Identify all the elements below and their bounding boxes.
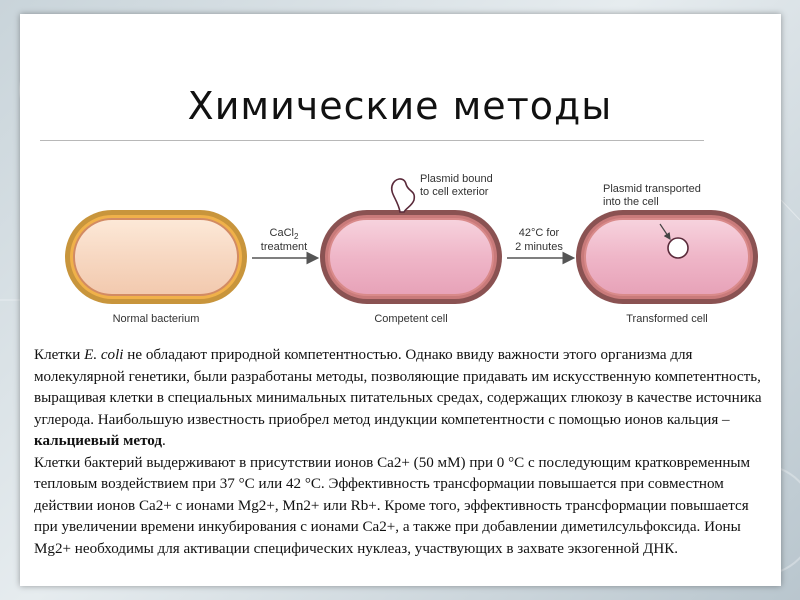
step2-line2: 2 minutes (515, 241, 563, 253)
annotation-transported-line1: Plasmid transported (603, 183, 701, 195)
paragraph-1 (34, 345, 764, 453)
method-name: кальциевый метод (34, 433, 163, 449)
paragraph-2: Клетки бактерий выдерживают в присутствии ионов Ca2+ (50 мМ) при 0 °C с последующим кратковременным тепловым воздействием при 37 °C или 42 °C. Эффективность трансформации повышается при совместном действии ионов Ca2+ с ионами Mg2+, Mn2+ или Rb+. Кроме того, эффективность трансформации повышается при увеличении времени инкубирования с ионами Ca2+, а также при добавлении диметилсульфоксида. Ионы Mg2+ необходимы для активации специфических нуклеаз, участвующих в захвате экзогенной ДНК. (34, 454, 751, 557)
text-run: . (162, 433, 166, 449)
plasmid-bound-icon (392, 179, 415, 212)
cell-label-transformed: Transformed cell (626, 313, 708, 325)
annotation-bound-line1: Plasmid bound (420, 173, 493, 185)
normal-bacterium (65, 210, 247, 304)
text-run: не обладают природной компетентностью. Однако ввиду важности этого организма для молекулярной генетики, были разработаны методы, позволяющие придавать им искусственную компетентность, выращивая клетки в специальных минимальных питательных средах, содержащих глюкозу в качестве источника углерода. Наибольшую известность приобрел метод индукции компетентности с помощью ионов кальция – (34, 347, 762, 428)
slide-title: Химические методы (187, 84, 613, 128)
cell-label-normal: Normal bacterium (112, 313, 200, 325)
step2-line1: 42°C for (518, 227, 560, 239)
step1-line1: CaCl (269, 227, 294, 239)
plasmid-inside-icon (668, 238, 688, 258)
title-divider (40, 140, 704, 141)
body-text (34, 345, 764, 560)
transformed-cell (576, 210, 758, 304)
species-name: E. coli (84, 347, 124, 363)
text-run: Клетки (34, 347, 85, 363)
svg-text:CaCl2 (270, 227, 299, 241)
transformation-diagram (40, 142, 764, 340)
annotation-transported-line2: into the cell (603, 196, 659, 208)
cell-label-competent: Competent cell (374, 313, 448, 325)
step1-subscript: 2 (294, 232, 299, 241)
annotation-bound-line2: to cell exterior (420, 186, 489, 198)
step1-line2: treatment (260, 241, 308, 253)
